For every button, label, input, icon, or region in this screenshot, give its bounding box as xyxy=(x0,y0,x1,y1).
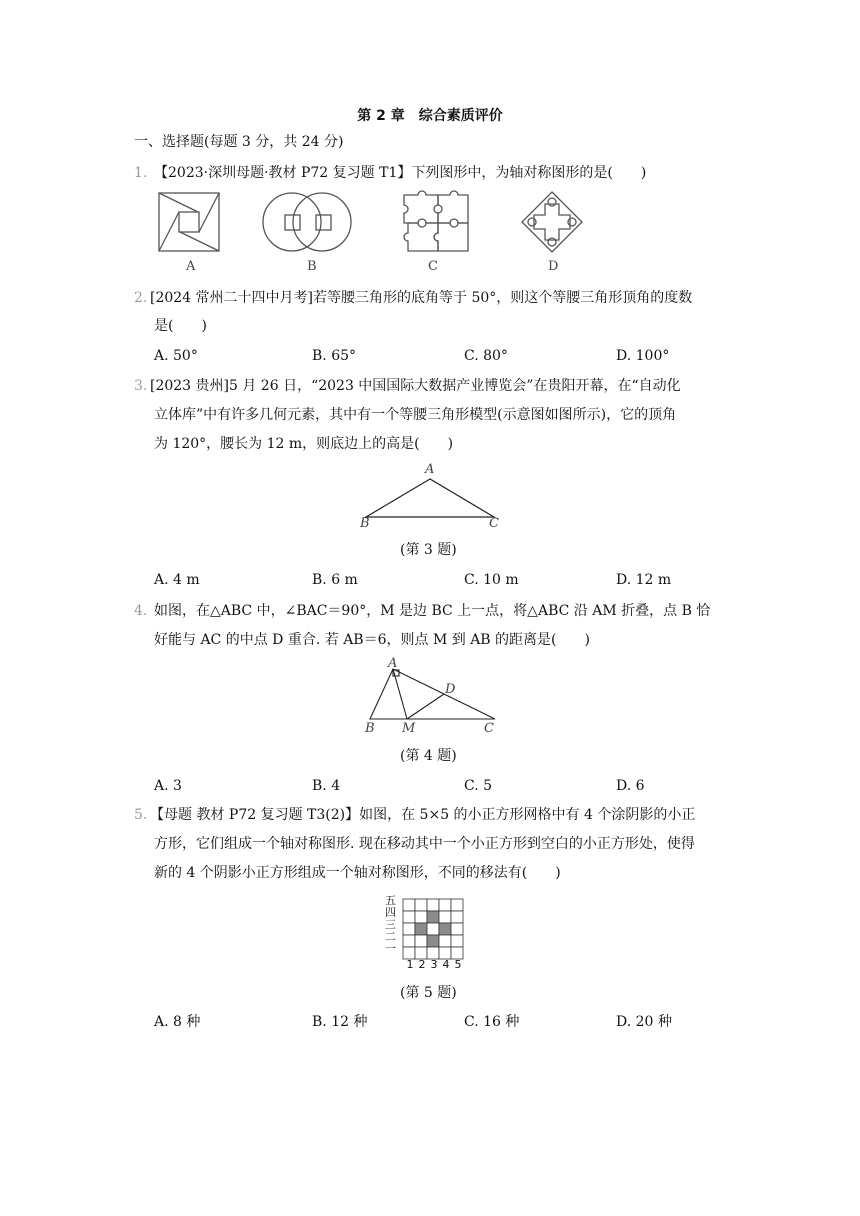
grid-row-label: 二 xyxy=(385,930,396,943)
grid-cell xyxy=(451,935,463,947)
grid-cell xyxy=(415,935,427,947)
question-4-option-c[interactable]: C. 5 xyxy=(464,778,493,794)
question-4-option-d[interactable]: D. 6 xyxy=(616,778,645,794)
grid-row-label: 一 xyxy=(385,942,396,955)
question-4-option-a[interactable]: A. 3 xyxy=(154,778,182,794)
question-4-figure xyxy=(360,655,500,725)
question-3-text-line-1: [2023 贵州]5 月 26 日，“2023 中国国际大数据产业博览会”在贵阳开幕，在“自动化 xyxy=(150,378,681,394)
question-5-number: 5. xyxy=(134,807,148,823)
grid-cell xyxy=(427,899,439,911)
q4-point-b: B xyxy=(365,721,375,736)
question-4-text-line-2: 好能与 AC 的中点 D 重合. 若 AB＝6，则点 M 到 AB 的距离是( ) xyxy=(154,632,590,648)
question-3-number: 3. xyxy=(134,378,148,394)
figure-d xyxy=(522,192,582,252)
q4-point-d: D xyxy=(445,682,456,697)
grid-cell-shaded xyxy=(427,935,439,947)
figure-b xyxy=(263,193,351,251)
grid-row-labels xyxy=(385,895,396,955)
grid-col-label: 1 xyxy=(406,958,414,971)
question-2-option-a[interactable]: A. 50° xyxy=(154,348,198,364)
question-3-text-line-3: 为 120°，腰长为 12 m，则底边上的高是( ) xyxy=(154,436,454,452)
question-2-option-b[interactable]: B. 65° xyxy=(312,348,357,364)
grid-cell xyxy=(451,923,463,935)
grid-cell-shaded xyxy=(427,911,439,923)
grid-cell-shaded xyxy=(415,923,427,935)
grid-cell xyxy=(439,911,451,923)
figure-label-c: C xyxy=(428,259,438,274)
question-1-number: 1. xyxy=(134,165,148,181)
figure-c xyxy=(404,191,468,251)
question-2-option-c[interactable]: C. 80° xyxy=(464,348,508,364)
grid-cell xyxy=(439,899,451,911)
grid-cell-shaded xyxy=(439,923,451,935)
question-5-option-d[interactable]: D. 20 种 xyxy=(616,1014,672,1030)
question-2-text-line-2: 是( ) xyxy=(154,318,207,334)
grid-cell xyxy=(403,935,415,947)
question-3-text-line-2: 立体库”中有许多几何元素，其中有一个等腰三角形模型(示意图如图所示)，它的顶角 xyxy=(154,407,677,423)
q4-point-m: M xyxy=(402,721,416,736)
page-title: 第 2 章 综合素质评价 xyxy=(357,108,503,124)
grid-cell xyxy=(451,899,463,911)
grid-cell xyxy=(439,935,451,947)
grid-cell xyxy=(451,911,463,923)
question-1-text: 【2023·深圳母题·教材 P72 复习题 T1】下列图形中，为轴对称图形的是( ) xyxy=(154,165,647,181)
q3-point-a: A xyxy=(425,462,435,477)
grid-cell xyxy=(427,923,439,935)
q4-point-a: A xyxy=(388,656,398,671)
figure-label-a: A xyxy=(186,259,196,274)
question-5-text-line-2: 方形，它们组成一个轴对称图形. 现在移动其中一个小正方形到空白的小正方形处，使得 xyxy=(154,836,695,852)
question-5-option-c[interactable]: C. 16 种 xyxy=(464,1014,520,1030)
grid-row-label: 五 xyxy=(385,894,396,907)
grid-col-label: 3 xyxy=(430,958,438,971)
question-3-option-a[interactable]: A. 4 m xyxy=(154,572,200,588)
grid-cell xyxy=(403,923,415,935)
figure-a xyxy=(159,193,219,251)
question-4-number: 4. xyxy=(134,603,148,619)
question-3-option-b[interactable]: B. 6 m xyxy=(312,572,358,588)
figure-label-d: D xyxy=(548,259,559,274)
grid-col-label: 4 xyxy=(442,958,450,971)
question-4-text-line-1: 如图，在△ABC 中，∠BAC＝90°，M 是边 BC 上一点，将△ABC 沿 AM 折叠，点 B 恰 xyxy=(154,603,711,619)
q3-point-b: B xyxy=(360,516,370,531)
question-5-option-b[interactable]: B. 12 种 xyxy=(312,1014,368,1030)
grid-row-label: 三 xyxy=(385,918,396,931)
question-2-text-line-1: [2024 常州二十四中月考]若等腰三角形的底角等于 50°，则这个等腰三角形顶角的度数 xyxy=(150,290,693,306)
question-5-grid xyxy=(401,898,473,960)
question-4-caption: (第 4 题) xyxy=(400,748,457,764)
grid-col-labels xyxy=(404,958,464,971)
question-5-caption: (第 5 题) xyxy=(400,985,457,1001)
question-3-option-c[interactable]: C. 10 m xyxy=(464,572,519,588)
q3-point-c: C xyxy=(489,516,499,531)
question-5-text-line-1: 【母题 教材 P72 复习题 T3(2)】如图，在 5×5 的小正方形网格中有 4 个涂阴影的小正 xyxy=(150,807,696,823)
question-1-figures xyxy=(150,190,590,280)
question-3-option-d[interactable]: D. 12 m xyxy=(616,572,672,588)
section-heading: 一、选择题(每题 3 分，共 24 分) xyxy=(134,134,344,150)
question-5-text-line-3: 新的 4 个阴影小正方形组成一个轴对称图形，不同的移法有( ) xyxy=(154,865,561,881)
grid-cell xyxy=(403,911,415,923)
question-2-option-d[interactable]: D. 100° xyxy=(616,348,670,364)
question-3-caption: (第 3 题) xyxy=(400,542,457,558)
figure-label-b: B xyxy=(307,259,317,274)
grid-cell xyxy=(415,899,427,911)
question-2-number: 2. xyxy=(134,290,148,306)
grid-row-label: 四 xyxy=(385,906,396,919)
question-4-option-b[interactable]: B. 4 xyxy=(312,778,341,794)
question-5-option-a[interactable]: A. 8 种 xyxy=(154,1014,201,1030)
grid-cell xyxy=(403,899,415,911)
grid-col-label: 5 xyxy=(454,958,462,971)
grid-cell xyxy=(415,911,427,923)
grid-col-label: 2 xyxy=(418,958,426,971)
q4-point-c: C xyxy=(484,721,494,736)
